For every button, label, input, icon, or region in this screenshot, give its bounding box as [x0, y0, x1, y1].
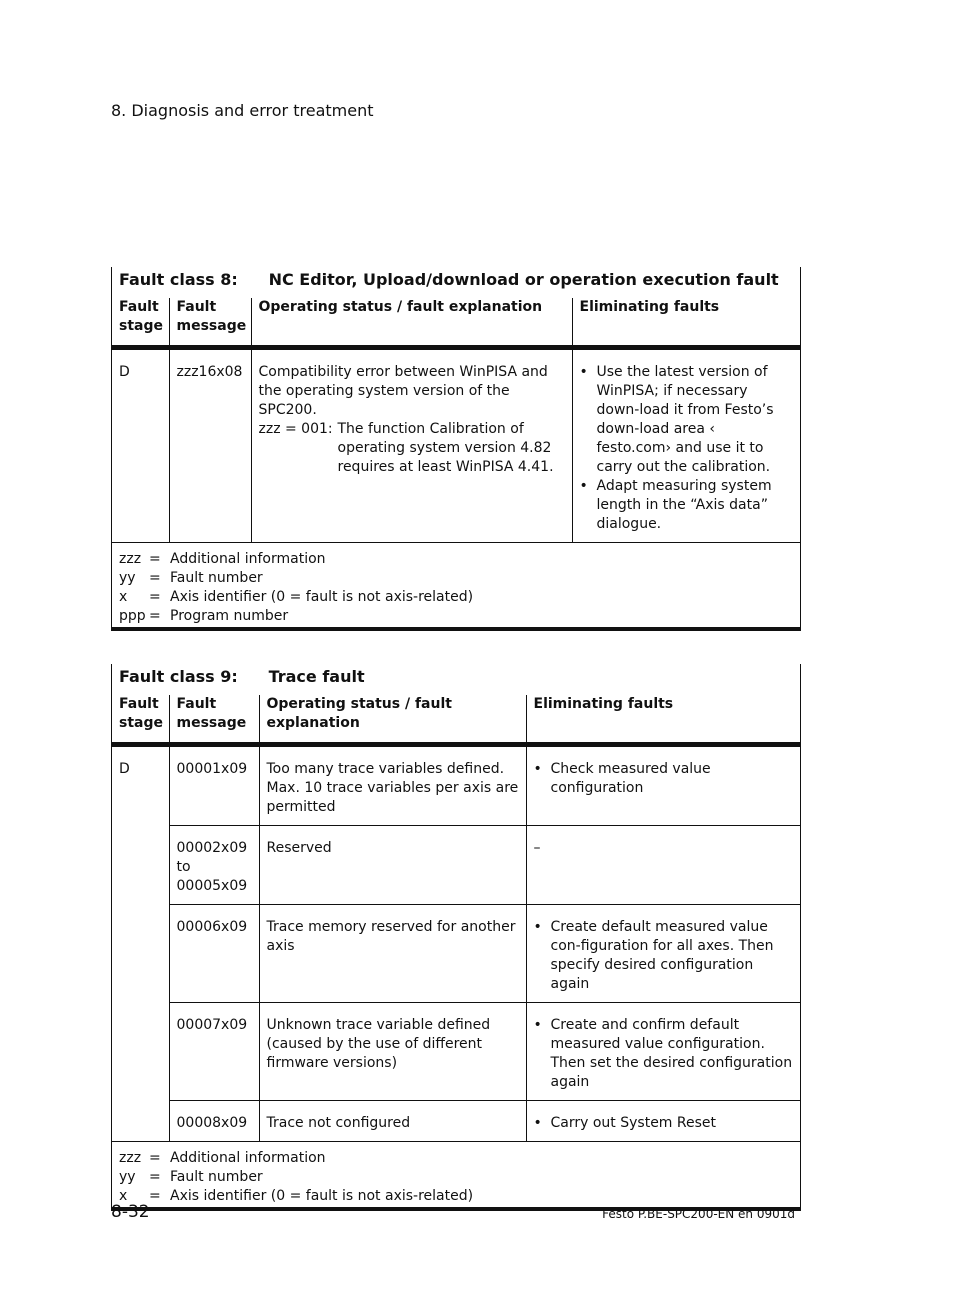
fault-explanation: Compatibility error between WinPISA and the operating system version of the SPC200. zzz = 001: The function Calibration of operating system version 4.82 requires at least WinPISA 4.41.	[251, 348, 572, 543]
fault-explanation: Reserved	[259, 826, 526, 905]
eliminating-faults	[572, 348, 800, 543]
eliminating-faults: –	[526, 826, 800, 905]
col-operating-status: Operating status / fault explanation	[251, 298, 572, 348]
table-row	[112, 905, 800, 1003]
col-fault-stage: Fault stage	[112, 298, 169, 348]
fault-class-9-table	[111, 664, 801, 1211]
eliminating-faults	[526, 1101, 800, 1142]
document-reference: Festo P.BE-SPC200-EN en 0901d	[602, 1207, 795, 1221]
fault-stage: D	[112, 745, 169, 1142]
list-item: • Check measured value configuration	[551, 760, 794, 798]
table-row	[112, 826, 800, 905]
list-item: • Use the latest version of WinPISA; if necessary down-load it from Festo’s down-load area ‹ festo.com› and use it to carry out the calibration.	[597, 363, 794, 477]
fault-class-label: Fault class 9:	[119, 667, 238, 686]
fault-explanation: Unknown trace variable defined (caused by the use of different firmware versions)	[259, 1003, 526, 1101]
page-number: 8-32	[111, 1202, 150, 1222]
table-row	[112, 1101, 800, 1142]
legend: zzz = Additional information yy = Fault number x = Axis identifier (0 = fault is not axis-related)	[112, 1142, 800, 1210]
table-row	[112, 745, 800, 826]
fault-message: 00001x09	[169, 745, 259, 826]
fault-explanation: Trace memory reserved for another axis	[259, 905, 526, 1003]
legend: zzz = Additional information yy = Fault number x = Axis identifier (0 = fault is not axis-related) ppp = Program number	[112, 543, 800, 630]
fault-message: 00008x09	[169, 1101, 259, 1142]
col-eliminating-faults: Eliminating faults	[572, 298, 800, 348]
table-row	[112, 1003, 800, 1101]
table-row	[112, 348, 800, 543]
fault-class-8-table	[111, 267, 801, 631]
fault-class-label: Fault class 8:	[119, 270, 238, 289]
col-eliminating-faults: Eliminating faults	[526, 695, 800, 745]
fault-stage: D	[112, 348, 169, 543]
fault-message: zzz16x08	[169, 348, 251, 543]
col-fault-message: Fault message	[169, 695, 259, 745]
list-item: • Create and confirm default measured value configuration. Then set the desired configuration again	[551, 1016, 794, 1092]
fault-class-title: NC Editor, Upload/download or operation execution fault	[268, 270, 779, 289]
list-item: • Create default measured value con-figuration for all axes. Then specify desired configuration again	[551, 918, 794, 994]
fault-message: 00006x09	[169, 905, 259, 1003]
col-fault-message: Fault message	[169, 298, 251, 348]
col-operating-status: Operating status / fault explanation	[259, 695, 526, 745]
fault-class-title: Trace fault	[268, 667, 365, 686]
fault-explanation: Trace not configured	[259, 1101, 526, 1142]
fault-message: 00002x09 to 00005x09	[169, 826, 259, 905]
eliminating-faults	[526, 1003, 800, 1101]
eliminating-faults	[526, 745, 800, 826]
list-item: • Carry out System Reset	[551, 1114, 794, 1133]
col-fault-stage: Fault stage	[112, 695, 169, 745]
fault-explanation: Too many trace variables defined. Max. 10 trace variables per axis are permitted	[259, 745, 526, 826]
fault-message: 00007x09	[169, 1003, 259, 1101]
chapter-heading: 8. Diagnosis and error treatment	[111, 101, 374, 120]
eliminating-faults	[526, 905, 800, 1003]
list-item: • Adapt measuring system length in the “Axis data” dialogue.	[597, 477, 794, 534]
